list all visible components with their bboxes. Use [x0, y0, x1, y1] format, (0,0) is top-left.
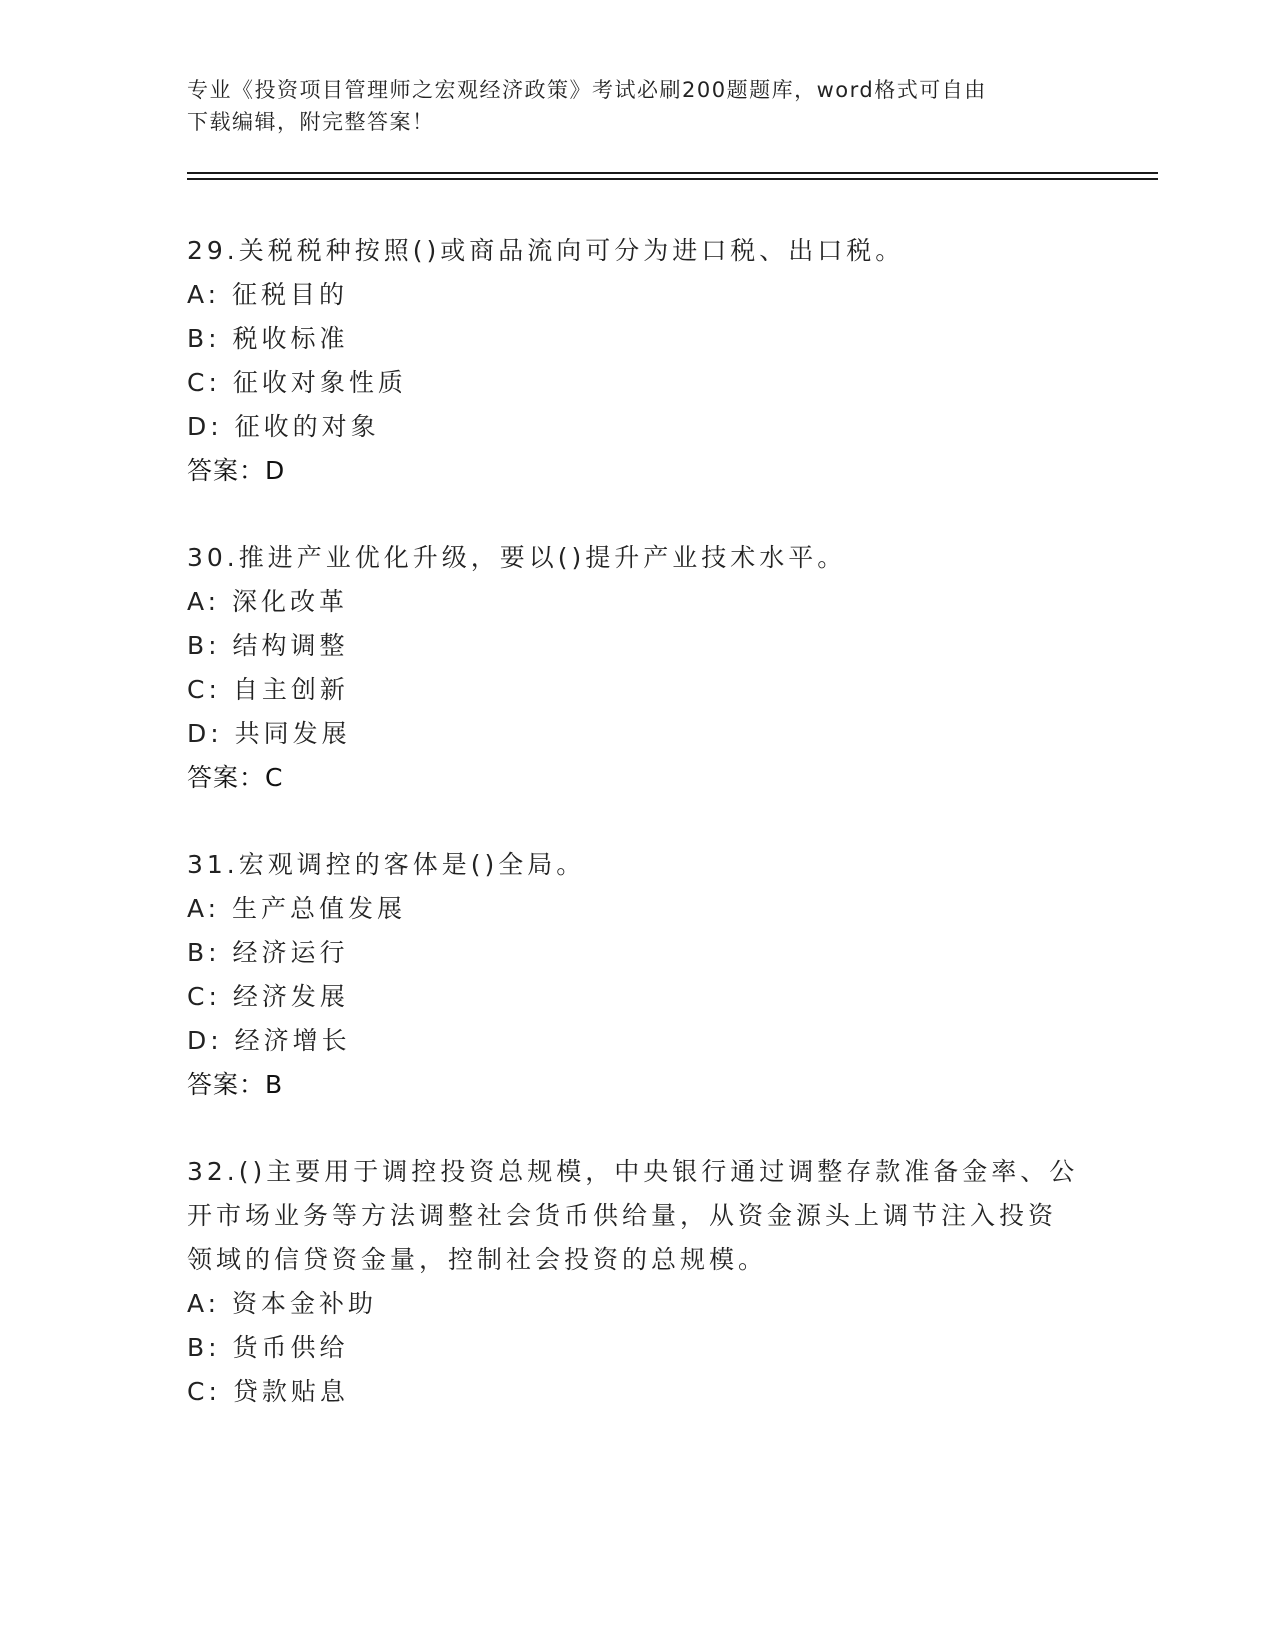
question-31-answer: 答案：B	[187, 1070, 284, 1099]
question-31-option-b: B: 经济运行	[187, 938, 349, 967]
question-32-stem-line-1: 32.()主要用于调控投资总规模，中央银行通过调整存款准备金率、公	[187, 1157, 1079, 1186]
question-32-option-c: C: 贷款贴息	[187, 1377, 349, 1406]
question-32-option-b: B: 货币供给	[187, 1333, 349, 1362]
header-divider-top	[187, 172, 1158, 174]
header-divider-bottom	[187, 178, 1158, 180]
question-31-option-d: D: 经济增长	[187, 1026, 351, 1055]
question-32-stem-line-2: 开市场业务等方法调整社会货币供给量，从资金源头上调节注入投资	[187, 1201, 1058, 1230]
question-32-stem-line-3: 领域的信贷资金量，控制社会投资的总规模。	[187, 1245, 768, 1274]
question-31-option-c: C: 经济发展	[187, 982, 349, 1011]
question-31-option-a: A: 生产总值发展	[187, 894, 407, 923]
question-29-option-c: C: 征收对象性质	[187, 368, 407, 397]
question-29-answer: 答案：D	[187, 456, 286, 485]
question-30-stem: 30.推进产业优化升级，要以()提升产业技术水平。	[187, 543, 847, 572]
question-30-option-d: D: 共同发展	[187, 719, 351, 748]
question-30-option-b: B: 结构调整	[187, 631, 349, 660]
question-31-stem: 31.宏观调控的客体是()全局。	[187, 850, 586, 879]
question-30-option-a: A: 深化改革	[187, 587, 349, 616]
question-29-stem: 29.关税税种按照()或商品流向可分为进口税、出口税。	[187, 236, 905, 265]
document-header-line-2: 下载编辑，附完整答案！	[187, 110, 435, 134]
question-30-option-c: C: 自主创新	[187, 675, 349, 704]
question-30-answer: 答案：C	[187, 763, 284, 792]
question-29-option-d: D: 征收的对象	[187, 412, 380, 441]
question-29-option-b: B: 税收标准	[187, 324, 349, 353]
question-29-option-a: A: 征税目的	[187, 280, 349, 309]
question-32-option-a: A: 资本金补助	[187, 1289, 378, 1318]
document-header-line-1: 专业《投资项目管理师之宏观经济政策》考试必刷200题题库，word格式可自由	[187, 78, 987, 102]
